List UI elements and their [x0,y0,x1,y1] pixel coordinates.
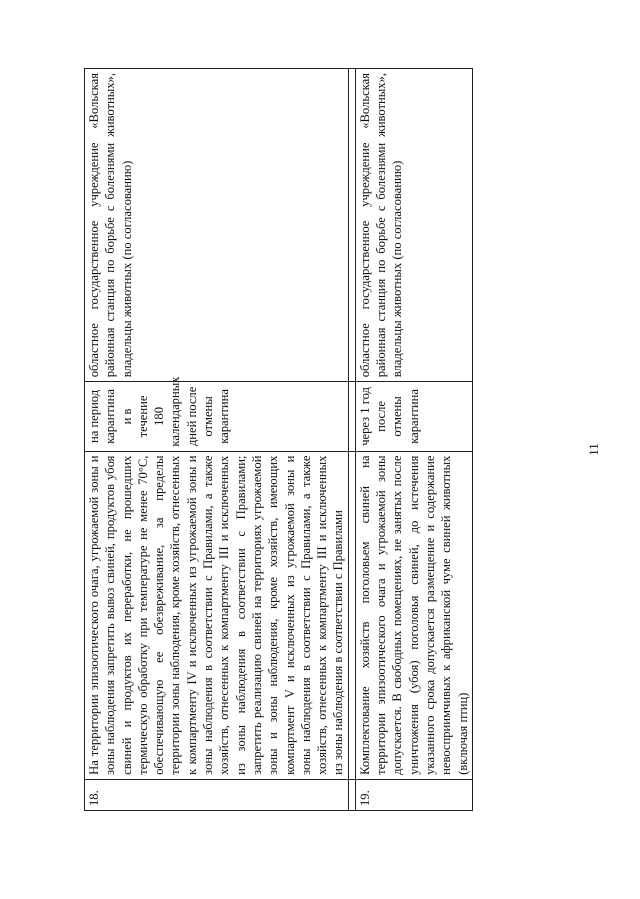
measures-table [84,68,473,811]
measure-text: На территории эпизоотического очага, угрожаемой зоны и зоны наблюдения запретить вывоз свиней, продуктов убоя свиней и продуктов их переработки, не прошедших термическую обработку при температуре не менее 70°С, обеспечивающую ее обезвреживание, за пределы территории зоны наблюдения, кроме хозяйств, отнесенных к компартменту IV и исключенных из угрожаемой зоны и зоны наблюдения в соответствии с Правилами, а также хозяйств, отнесенных к компартменту III и исключенных из зоны наблюдения в соответствии с Правилами; запретить реализацию свиней на территориях угрожаемой зоны и зоны наблюдения, кроме хозяйств, имеющих компартмент V и исключенных из угрожаемой зоны и зоны наблюдения в соответствии с Правилами, а также хозяйств, отнесенных к компартменту III и исключенных из зоны наблюдения в соответствии с Правилами [85,451,349,779]
term-text: на период карантина и в течение 180 календарных дней после отмены карантина [85,382,349,451]
responsible-text: областное государственное учреждение «Вольская районная станция по борьбе с болезнями животных», владельцы животных (по согласованию) [355,69,472,382]
measure-text: Комплектование хозяйств поголовьем свиней на территории эпизоотического очага и угрожаемой зоны допускается. В свободных помещениях, не занятых после уничтожения (убоя) поголовья свиней, до истечения указанного срока допускается размещение и содержание невосприимчивых к африканской чуме свиней животных (включая птиц) [355,451,472,779]
responsible-text: областное государственное учреждение «Вольская районная станция по борьбе с болезнями животных», владельцы животных (по согласованию) [85,69,349,382]
row-divider [348,69,355,811]
row-number: 19. [355,779,472,810]
page-number: 11 [586,443,601,456]
table-row [85,69,349,811]
term-text: через 1 год после отмены карантина [355,382,472,451]
row-number: 18. [85,779,349,810]
table-row [355,69,472,811]
